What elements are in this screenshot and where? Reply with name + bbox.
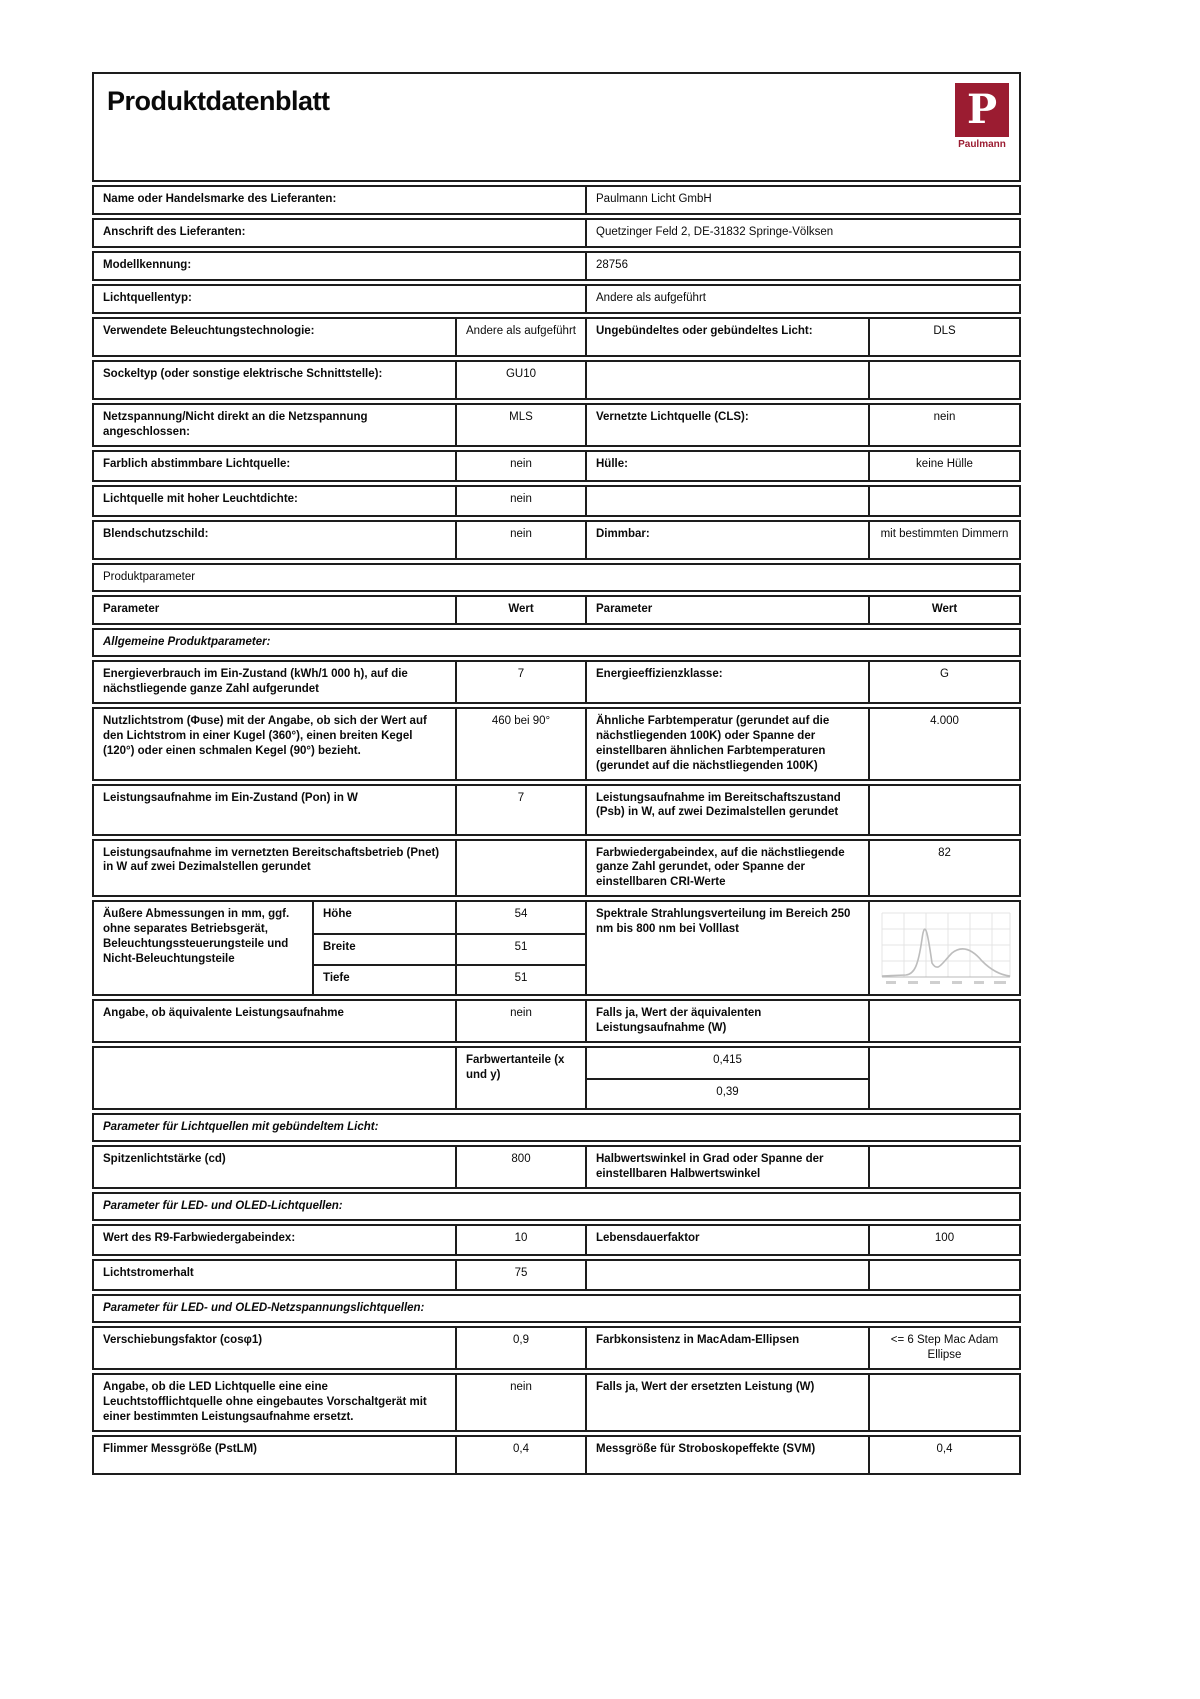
param-value: nein [455, 1375, 585, 1430]
param-value: <= 6 Step Mac Adam Ellipse [868, 1328, 1019, 1368]
param-label: Sockeltyp (oder sonstige elektrische Schnittstelle): [103, 368, 383, 380]
info-row [92, 485, 1021, 517]
supplier-row [92, 185, 1021, 215]
param-value: nein [455, 452, 585, 480]
dimension-name: Höhe [312, 902, 455, 933]
param-label: Vernetzte Lichtquelle (CLS): [585, 405, 868, 445]
param-label: Lichtquelle mit hoher Leuchtdichte: [103, 492, 298, 505]
field-label: Modellkennung: [103, 259, 192, 271]
param-row [92, 1373, 1021, 1432]
dimension-value: 54 [455, 902, 585, 933]
spectral-label: Spektrale Strahlungsverteilung im Bereich 250 nm bis 800 nm bei Volllast [585, 902, 868, 994]
section-row [92, 1192, 1021, 1221]
param-label: Energieverbrauch im Ein-Zustand (kWh/1 000 h), auf die nächstliegende ganze Zahl aufgerundet [103, 667, 408, 695]
param-label: Spitzenlichtstärke (cd) [103, 1153, 226, 1166]
section-title-allgemein: Allgemeine Produktparameter: [103, 635, 271, 648]
param-label: Falls ja, Wert der äquivalenten Leistungsaufnahme (W) [585, 1001, 868, 1041]
section-title-gebuendelt: Parameter für Lichtquellen mit gebündeltem Licht: [103, 1121, 379, 1134]
param-row [92, 1326, 1021, 1370]
supplier-row [92, 251, 1021, 281]
section-row [92, 1113, 1021, 1142]
param-value: 4.000 [868, 709, 1019, 779]
chromaticity-row [92, 1046, 1021, 1110]
param-value: MLS [455, 405, 585, 445]
spectral-chart-svg [876, 905, 1014, 991]
section-title-led: Parameter für LED- und OLED-Lichtquellen: [103, 1200, 343, 1213]
page-title: Produktdatenblatt [107, 86, 330, 116]
param-label: Ungebündeltes oder gebündeltes Licht: [585, 319, 868, 355]
supplier-row [92, 218, 1021, 248]
logo-letter: P [966, 86, 998, 133]
dimensions-label: Äußere Abmessungen in mm, ggf. ohne separates Betriebsgerät, Beleuchtungssteuerungsteile und Nicht-Beleuchtungsteile [103, 908, 290, 966]
param-value: nein [455, 1001, 585, 1041]
param-row [92, 1145, 1021, 1189]
param-value: keine Hülle [868, 452, 1019, 480]
param-value [868, 1375, 1019, 1430]
column-header: Wert [455, 597, 585, 623]
section-row [92, 628, 1021, 657]
document [92, 72, 1021, 1478]
section-row [92, 1294, 1021, 1323]
section-title-netz: Parameter für LED- und OLED-Netzspannungslichtquellen: [103, 1302, 425, 1315]
param-value: 10 [455, 1226, 585, 1254]
dimensions-row [92, 900, 1021, 996]
param-value: Andere als aufgeführt [455, 319, 585, 355]
param-label: Energieeffizienzklasse: [585, 662, 868, 702]
param-value [868, 362, 1019, 398]
param-value: 82 [868, 841, 1019, 896]
table-header-row [92, 595, 1021, 625]
info-row [92, 317, 1021, 357]
dimension-name: Tiefe [312, 964, 455, 995]
param-row [92, 707, 1021, 781]
field-value: Paulmann Licht GmbH [585, 187, 1019, 213]
param-row [92, 1259, 1021, 1291]
field-label: Name oder Handelsmarke des Lieferanten: [103, 193, 337, 205]
param-label [585, 1261, 868, 1289]
param-value: 75 [455, 1261, 585, 1289]
param-label [585, 487, 868, 515]
chromaticity-label: Farbwertanteile (x und y) [455, 1048, 585, 1108]
param-label: Leistungsaufnahme im Bereitschaftszustand (Psb) in W, auf zwei Dezimalstellen gerundet [585, 786, 868, 834]
param-label: Lichtstromerhalt [103, 1267, 194, 1280]
empty-cell [868, 1048, 1019, 1108]
param-label: Farbwiedergabeindex, auf die nächstliegende ganze Zahl gerundet, oder Spanne der einstellbaren CRI-Werte [585, 841, 868, 896]
param-label: Hülle: [585, 452, 868, 480]
param-label: Angabe, ob die LED Lichtquelle eine eine Leuchtstofflichtquelle ohne eingebautes Vorschaltgerät mit einer bestimmten Leistungsaufnahme ersetzt. [103, 1381, 427, 1423]
dimension-value: 51 [455, 964, 585, 995]
param-label: Farbkonsistenz in MacAdam-Ellipsen [585, 1328, 868, 1368]
param-row [92, 1224, 1021, 1256]
param-value: nein [455, 522, 585, 558]
param-value: nein [455, 487, 585, 515]
param-value: 0,4 [455, 1437, 585, 1473]
param-row [92, 839, 1021, 898]
param-value: mit bestimmten Dimmern [868, 522, 1019, 558]
empty-cell [94, 1048, 455, 1108]
field-label: Anschrift des Lieferanten: [103, 226, 246, 238]
param-row [92, 999, 1021, 1043]
param-value [868, 487, 1019, 515]
param-label: Nutzlichtstrom (Φuse) mit der Angabe, ob sich der Wert auf den Lichtstrom in einer Kugel (360°), einen breiten Kegel (120°) oder einen schmalen Kegel (90°) bezieht. [103, 714, 427, 757]
param-value [455, 841, 585, 896]
dimension-name: Breite [312, 933, 455, 964]
param-label: Flimmer Messgröße (PstLM) [103, 1442, 257, 1455]
dimension-value: 51 [455, 933, 585, 964]
field-value: 28756 [585, 253, 1019, 279]
param-label: Blendschutzschild: [103, 527, 209, 540]
param-label: Netzspannung/Nicht direkt an die Netzspannung angeschlossen: [103, 411, 368, 438]
param-row [92, 1435, 1021, 1475]
column-header: Parameter [103, 602, 160, 615]
param-value: G [868, 662, 1019, 702]
param-value: 0,4 [868, 1437, 1019, 1473]
param-value [868, 1001, 1019, 1041]
paulmann-brand-text: Paulmann [958, 139, 1006, 150]
chromaticity-y-value: 0,39 [585, 1078, 868, 1108]
param-label: Messgröße für Stroboskopeffekte (SVM) [585, 1437, 868, 1473]
param-label: Lebensdauerfaktor [585, 1226, 868, 1254]
column-header: Parameter [585, 597, 868, 623]
param-label: Farblich abstimmbare Lichtquelle: [103, 457, 291, 470]
document-header [92, 72, 1021, 182]
param-value [868, 1261, 1019, 1289]
param-value: 7 [455, 662, 585, 702]
param-row [92, 784, 1021, 836]
supplier-row [92, 284, 1021, 314]
info-row [92, 360, 1021, 400]
param-label [585, 362, 868, 398]
param-value: 100 [868, 1226, 1019, 1254]
field-value: Andere als aufgeführt [585, 286, 1019, 312]
info-row [92, 403, 1021, 447]
info-row [92, 520, 1021, 560]
field-value: Quetzinger Feld 2, DE-31832 Springe-Völksen [585, 220, 1019, 246]
param-label: Verschiebungsfaktor (cosφ1) [103, 1334, 263, 1347]
info-row [92, 450, 1021, 482]
param-value [868, 786, 1019, 834]
param-value: 0,9 [455, 1328, 585, 1368]
section-title-produktparameter: Produktparameter [103, 570, 196, 583]
paulmann-logo-icon [955, 83, 1009, 137]
param-value: nein [868, 405, 1019, 445]
param-value: DLS [868, 319, 1019, 355]
param-value: 460 bei 90° [455, 709, 585, 779]
param-label: Verwendete Beleuchtungstechnologie: [103, 325, 315, 337]
section-row [92, 563, 1021, 592]
chromaticity-x-value: 0,415 [585, 1048, 868, 1078]
paulmann-logo [954, 83, 1010, 150]
param-value: 7 [455, 786, 585, 834]
param-value: 800 [455, 1147, 585, 1187]
param-label: Ähnliche Farbtemperatur (gerundet auf die nächstliegenden 100K) oder Spanne der einstellbaren ähnlichen Farbtemperaturen (gerundet auf die nächstliegenden 100K) [585, 709, 868, 779]
param-label: Wert des R9-Farbwiedergabeindex: [103, 1232, 296, 1245]
param-label: Leistungsaufnahme im vernetzten Bereitschaftsbetrieb (Pnet) in W auf zwei Dezimalstellen gerundet [103, 846, 440, 874]
param-label: Leistungsaufnahme im Ein-Zustand (Pon) in W [103, 791, 358, 804]
param-value [868, 1147, 1019, 1187]
field-label: Lichtquellentyp: [103, 292, 192, 304]
param-row [92, 660, 1021, 704]
param-value: GU10 [455, 362, 585, 398]
param-label: Halbwertswinkel in Grad oder Spanne der einstellbaren Halbwertswinkel [585, 1147, 868, 1187]
param-label: Dimmbar: [585, 522, 868, 558]
param-label: Falls ja, Wert der ersetzten Leistung (W) [585, 1375, 868, 1430]
param-label: Angabe, ob äquivalente Leistungsaufnahme [103, 1007, 344, 1020]
column-header: Wert [868, 597, 1019, 623]
spectral-distribution-chart [868, 902, 1019, 994]
